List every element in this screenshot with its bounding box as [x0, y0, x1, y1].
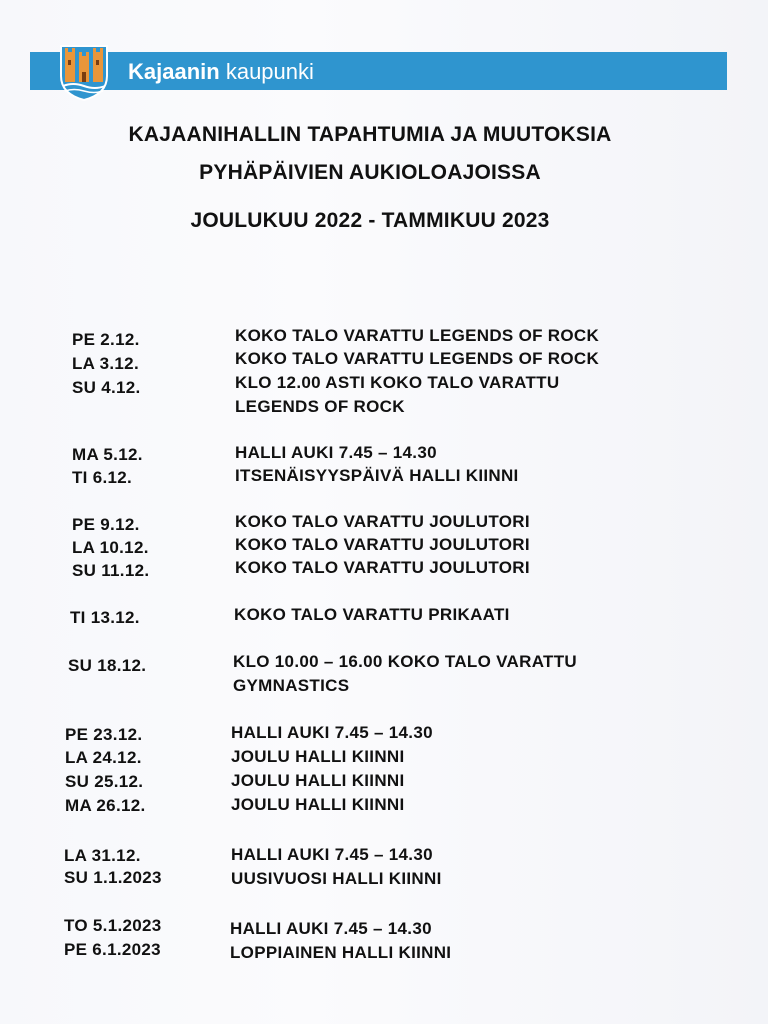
schedule-event: LEGENDS OF ROCK	[235, 397, 405, 416]
schedule-event: HALLI AUKI 7.45 – 14.30	[231, 845, 433, 864]
schedule-day: TI 13.12.	[70, 608, 140, 627]
schedule-day: SU 25.12.	[65, 772, 144, 791]
schedule-event: GYMNASTICS	[233, 676, 350, 695]
schedule-event: LOPPIAINEN HALLI KIINNI	[230, 943, 452, 962]
schedule-event: JOULU HALLI KIINNI	[231, 771, 405, 790]
schedule-day: SU 1.1.2023	[64, 868, 162, 887]
schedule-event: KOKO TALO VARATTU JOULUTORI	[235, 512, 530, 531]
schedule-day: SU 11.12.	[72, 561, 150, 580]
schedule-day: MA 5.12.	[72, 445, 143, 464]
schedule-day: LA 24.12.	[65, 748, 142, 767]
schedule-day: LA 3.12.	[72, 354, 139, 373]
schedule-event: JOULU HALLI KIINNI	[231, 747, 405, 766]
schedule-day: TO 5.1.2023	[64, 916, 162, 935]
schedule-day: PE 6.1.2023	[64, 940, 161, 959]
schedule-day: LA 31.12.	[64, 846, 141, 865]
schedule-event: HALLI AUKI 7.45 – 14.30	[231, 723, 433, 742]
schedule-day: LA 10.12.	[72, 538, 149, 557]
schedule-event: KOKO TALO VARATTU JOULUTORI	[235, 558, 530, 577]
schedule-event: HALLI AUKI 7.45 – 14.30	[230, 919, 432, 938]
schedule-event: ITSENÄISYYSPÄIVÄ HALLI KIINNI	[235, 466, 519, 485]
title-line-1: KAJAANIHALLIN TAPAHTUMIA JA MUUTOKSIA	[128, 123, 612, 146]
schedule-event: HALLI AUKI 7.45 – 14.30	[235, 443, 437, 462]
schedule-day: MA 26.12.	[65, 796, 146, 815]
schedule-event: UUSIVUOSI HALLI KIINNI	[231, 869, 442, 888]
schedule-day: SU 18.12.	[68, 656, 147, 675]
city-brand-name	[128, 59, 314, 85]
schedule-event: JOULU HALLI KIINNI	[231, 795, 405, 814]
schedule-day: PE 9.12.	[72, 515, 140, 534]
schedule-day: SU 4.12.	[72, 378, 141, 397]
schedule-day: TI 6.12.	[72, 468, 133, 487]
schedule-event: KOKO TALO VARATTU JOULUTORI	[235, 535, 530, 554]
title-line-2: PYHÄPÄIVIEN AUKIOLOAJOISSA	[199, 161, 541, 184]
schedule-day: PE 23.12.	[65, 725, 143, 744]
title-line-3: JOULUKUU 2022 - TAMMIKUU 2023	[190, 209, 550, 232]
schedule-event: KLO 10.00 – 16.00 KOKO TALO VARATTU	[233, 652, 577, 671]
brand-name-bold: Kajaanin	[128, 59, 220, 84]
schedule-event: KOKO TALO VARATTU LEGENDS OF ROCK	[235, 326, 600, 345]
schedule-event: KOKO TALO VARATTU PRIKAATI	[234, 605, 510, 624]
schedule-event: KOKO TALO VARATTU LEGENDS OF ROCK	[235, 349, 600, 368]
castle-crest-icon	[57, 42, 111, 102]
schedule-event: KLO 12.00 ASTI KOKO TALO VARATTU	[235, 373, 560, 392]
brand-name-regular: kaupunki	[225, 59, 314, 84]
schedule-day: PE 2.12.	[72, 330, 140, 349]
